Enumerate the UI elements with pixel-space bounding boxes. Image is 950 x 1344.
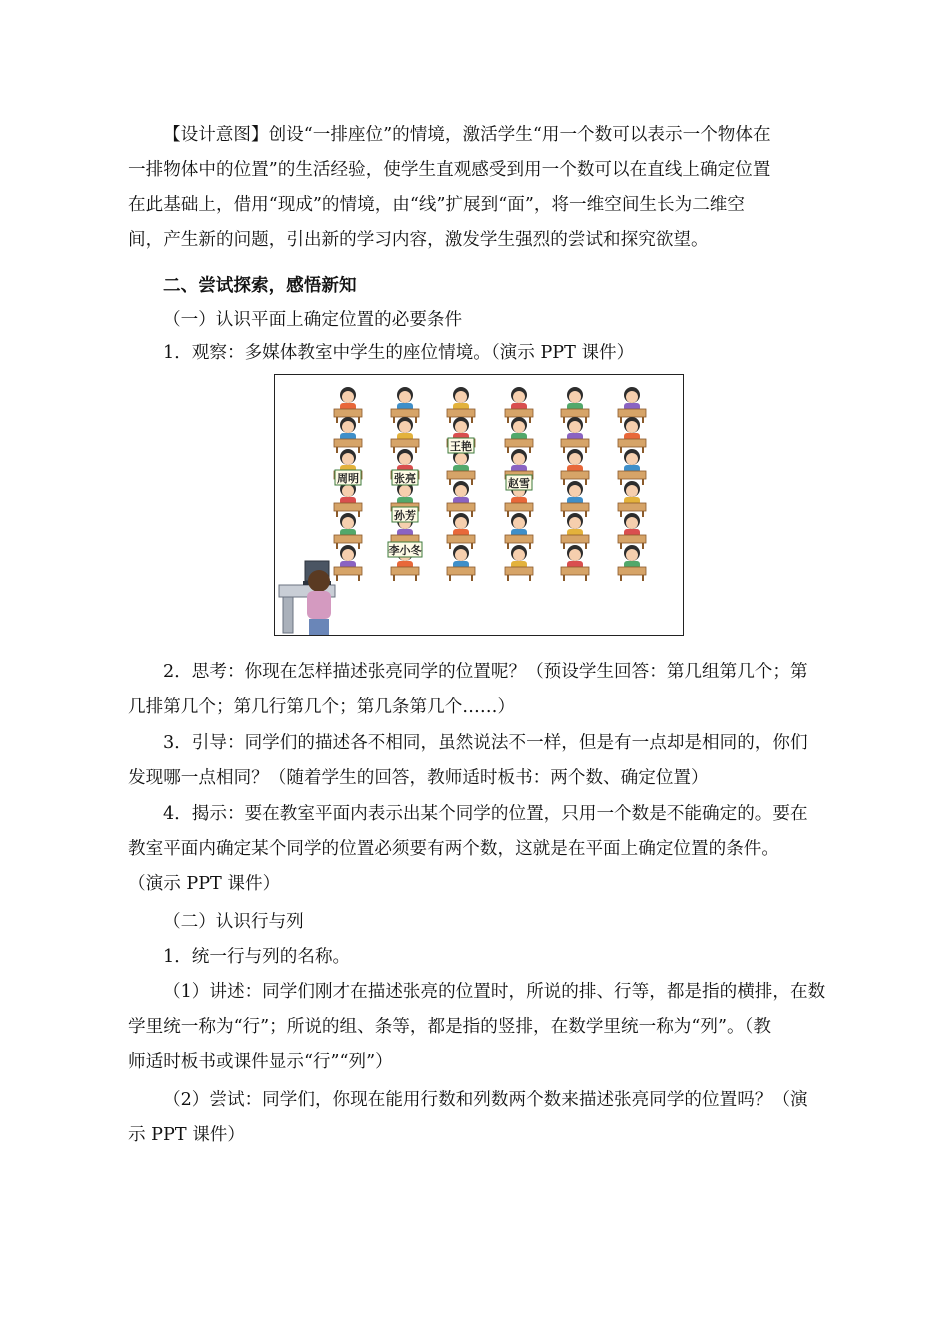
- student-face: [513, 453, 525, 465]
- subsection-heading-2: [128, 905, 834, 940]
- student-desk: [618, 535, 646, 543]
- student-seat: [618, 417, 646, 453]
- desk-leg: [642, 543, 644, 549]
- desk-leg: [358, 511, 360, 517]
- text-line: （1）讲述：同学们刚才在描述张亮的位置时，所说的排、行等，都是指的横排，在数: [163, 982, 826, 1002]
- student-seat: [334, 545, 362, 581]
- student-desk: [505, 409, 533, 417]
- student-desk: [561, 535, 589, 543]
- name-label: 王艳: [450, 440, 472, 453]
- student-face: [569, 485, 581, 497]
- text-line: 1．观察：多媒体教室中学生的座位情境。（演示 PPT 课件）: [163, 343, 635, 363]
- student-desk: [618, 409, 646, 417]
- classroom-illustration: [275, 375, 683, 635]
- text-line: 3．引导：同学们的描述各不相同，虽然说法不一样，但是有一点却是相同的，你们: [163, 733, 808, 753]
- student-seat: [505, 513, 533, 549]
- student-face: [626, 453, 638, 465]
- teacher-legs: [309, 619, 329, 635]
- student-face: [569, 517, 581, 529]
- student-desk: [447, 567, 475, 575]
- subsection-title: （一）认识平面上确定位置的必要条件: [163, 310, 463, 330]
- student-seat: [334, 481, 362, 517]
- text-line: 【设计意图】创设“一排座位”的情境，激活学生“用一个数可以表示一个物体在: [163, 125, 771, 145]
- desk-leg: [507, 511, 509, 517]
- name-label: 孙芳: [394, 509, 416, 522]
- desk-leg: [585, 417, 587, 423]
- desk-leg: [358, 575, 360, 581]
- student-face: [342, 453, 354, 465]
- student-desk: [618, 471, 646, 479]
- text-line: （演示 PPT 课件）: [128, 874, 281, 894]
- desk-leg: [449, 575, 451, 581]
- student-face: [626, 391, 638, 403]
- desk-leg: [563, 511, 565, 517]
- student-seat: [447, 513, 475, 549]
- student-desk: [561, 567, 589, 575]
- desk-leg: [563, 575, 565, 581]
- observe-item: [128, 336, 834, 371]
- desk-leg: [507, 447, 509, 453]
- desk-leg: [585, 511, 587, 517]
- desk-leg: [563, 479, 565, 485]
- student-desk: [447, 503, 475, 511]
- desk-leg: [471, 417, 473, 423]
- student-desk: [391, 567, 419, 575]
- name-label: 周明: [337, 472, 359, 485]
- section-title: 二、尝试探索，感悟新知: [163, 275, 357, 296]
- desk-leg: [620, 511, 622, 517]
- desk-leg: [393, 417, 395, 423]
- student-desk: [505, 535, 533, 543]
- text-line: 示 PPT 课件）: [128, 1125, 245, 1145]
- desk-leg: [449, 511, 451, 517]
- student-face: [455, 549, 467, 561]
- desk-leg: [642, 447, 644, 453]
- desk-leg: [563, 543, 565, 549]
- student-seat: [618, 481, 646, 517]
- name-label: 李小冬: [388, 544, 422, 557]
- student-desk: [561, 471, 589, 479]
- student-face: [455, 453, 467, 465]
- student-face: [399, 453, 411, 465]
- desk-leg: [585, 447, 587, 453]
- try-item: [128, 1083, 834, 1153]
- student-face: [455, 485, 467, 497]
- student-desk: [334, 409, 362, 417]
- desk-leg: [393, 575, 395, 581]
- name-label: 张亮: [394, 472, 416, 485]
- student-face: [513, 391, 525, 403]
- student-seat: [561, 449, 589, 485]
- student-face: [569, 421, 581, 433]
- desk-leg: [585, 479, 587, 485]
- desk-leg: [529, 417, 531, 423]
- student-desk: [561, 503, 589, 511]
- student-face: [342, 391, 354, 403]
- student-seat: [618, 545, 646, 581]
- unify-item: [128, 940, 834, 975]
- desk-leg: [585, 543, 587, 549]
- subsection-heading-1: [128, 303, 834, 338]
- desk-leg: [415, 575, 417, 581]
- student-seat: [561, 545, 589, 581]
- student-face: [342, 421, 354, 433]
- student-face: [513, 549, 525, 561]
- student-face: [399, 391, 411, 403]
- student-seat: [561, 417, 589, 453]
- student-desk: [561, 409, 589, 417]
- student-desk: [391, 409, 419, 417]
- reveal-item: [128, 797, 834, 902]
- student-desk: [505, 439, 533, 447]
- text-line: 2．思考：你现在怎样描述张亮同学的位置呢？（预设学生回答：第几组第几个；第: [163, 662, 808, 682]
- guide-item: [128, 726, 834, 796]
- desk-leg: [358, 417, 360, 423]
- student-face: [569, 549, 581, 561]
- desk-leg: [620, 543, 622, 549]
- student-seat: [334, 417, 362, 453]
- desk-leg: [642, 511, 644, 517]
- desk-leg: [449, 479, 451, 485]
- student-face: [455, 391, 467, 403]
- name-label: 赵雪: [508, 477, 530, 490]
- desk-leg: [415, 417, 417, 423]
- desk-leg: [471, 511, 473, 517]
- text-line: 发现哪一点相同？（随着学生的回答，教师适时板书：两个数、确定位置）: [128, 768, 709, 788]
- student-seat: [618, 449, 646, 485]
- desk-leg: [471, 479, 473, 485]
- student-face: [399, 421, 411, 433]
- teacher-hair: [308, 570, 330, 592]
- desk-leg: [471, 543, 473, 549]
- desk-leg: [336, 511, 338, 517]
- desk-leg: [336, 543, 338, 549]
- desk-leg: [642, 575, 644, 581]
- desk-leg: [336, 447, 338, 453]
- desk-leg: [507, 575, 509, 581]
- student-seat: [561, 513, 589, 549]
- student-seat: [447, 481, 475, 517]
- text-line: 教室平面内确定某个同学的位置必须要有两个数，这就是在平面上确定位置的条件。: [128, 839, 779, 859]
- desk-leg: [642, 479, 644, 485]
- desk-leg: [507, 417, 509, 423]
- student-desk: [561, 439, 589, 447]
- student-desk: [505, 503, 533, 511]
- narrate-item: [128, 975, 834, 1080]
- student-desk: [618, 439, 646, 447]
- student-face: [455, 517, 467, 529]
- text-line: 间，产生新的问题，引出新的学习内容，激发学生强烈的尝试和探究欲望。: [128, 230, 709, 250]
- desk-leg: [507, 543, 509, 549]
- student-seat: [618, 513, 646, 549]
- desk-leg: [620, 417, 622, 423]
- student-face: [569, 391, 581, 403]
- student-desk: [618, 503, 646, 511]
- student-desk: [334, 503, 362, 511]
- design-intent-paragraph: [128, 118, 834, 258]
- student-desk: [334, 439, 362, 447]
- desk-leg: [529, 543, 531, 549]
- teacher-body: [307, 591, 331, 619]
- desk-leg: [642, 417, 644, 423]
- student-desk: [505, 567, 533, 575]
- subsection-title: （二）认识行与列: [163, 912, 304, 932]
- desk-leg: [415, 447, 417, 453]
- desk-leg: [529, 447, 531, 453]
- student-seat: [561, 481, 589, 517]
- student-face: [626, 517, 638, 529]
- desk-leg: [620, 479, 622, 485]
- student-face: [342, 549, 354, 561]
- student-desk: [391, 439, 419, 447]
- text-line: （2）尝试：同学们，你现在能用行数和列数两个数来描述张亮同学的位置吗？（演: [163, 1090, 808, 1110]
- student-seat: [334, 513, 362, 549]
- student-seat: [447, 449, 475, 485]
- student-face: [342, 517, 354, 529]
- student-face: [626, 485, 638, 497]
- text-line: 在此基础上，借用“现成”的情境，由“线”扩展到“面”，将一维空间生长为二维空: [128, 195, 745, 215]
- student-face: [455, 421, 467, 433]
- desk-leg: [471, 575, 473, 581]
- desk-leg: [563, 447, 565, 453]
- student-face: [626, 421, 638, 433]
- student-desk: [447, 409, 475, 417]
- desk-leg: [620, 447, 622, 453]
- student-desk: [334, 567, 362, 575]
- student-seat: [447, 545, 475, 581]
- desk-leg: [449, 543, 451, 549]
- student-seat: [391, 417, 419, 453]
- desk-leg: [449, 417, 451, 423]
- student-desk: [447, 535, 475, 543]
- desk-leg: [563, 417, 565, 423]
- desk-leg: [358, 543, 360, 549]
- student-face: [569, 453, 581, 465]
- desk-leg: [620, 575, 622, 581]
- teacher-desk-leg: [283, 597, 293, 633]
- student-face: [342, 485, 354, 497]
- desk-leg: [336, 575, 338, 581]
- text-line: 1．统一行与列的名称。: [163, 947, 351, 967]
- student-face: [399, 485, 411, 497]
- text-line: 几排第几个；第几行第几个；第几条第几个……）: [128, 697, 516, 717]
- text-line: 4．揭示：要在教室平面内表示出某个同学的位置，只用一个数是不能确定的。要在: [163, 804, 808, 824]
- student-desk: [618, 567, 646, 575]
- desk-leg: [529, 575, 531, 581]
- think-item: [128, 655, 834, 725]
- text-line: 学里统一称为“行”；所说的组、条等，都是指的竖排，在数学里统一称为“列”。（教: [128, 1017, 771, 1037]
- student-seat: [505, 545, 533, 581]
- section-heading: [128, 268, 834, 303]
- desk-leg: [393, 447, 395, 453]
- classroom-seating-figure: [274, 374, 684, 636]
- student-desk: [447, 471, 475, 479]
- text-line: 一排物体中的位置”的生活经验，使学生直观感受到用一个数可以在直线上确定位置: [128, 160, 771, 180]
- desk-leg: [585, 575, 587, 581]
- student-seat: [505, 417, 533, 453]
- student-face: [626, 549, 638, 561]
- student-face: [513, 421, 525, 433]
- text-line: 师适时板书或课件显示“行”“列”）: [128, 1052, 393, 1072]
- desk-leg: [336, 417, 338, 423]
- student-desk: [334, 535, 362, 543]
- student-face: [513, 517, 525, 529]
- desk-leg: [358, 447, 360, 453]
- desk-leg: [529, 511, 531, 517]
